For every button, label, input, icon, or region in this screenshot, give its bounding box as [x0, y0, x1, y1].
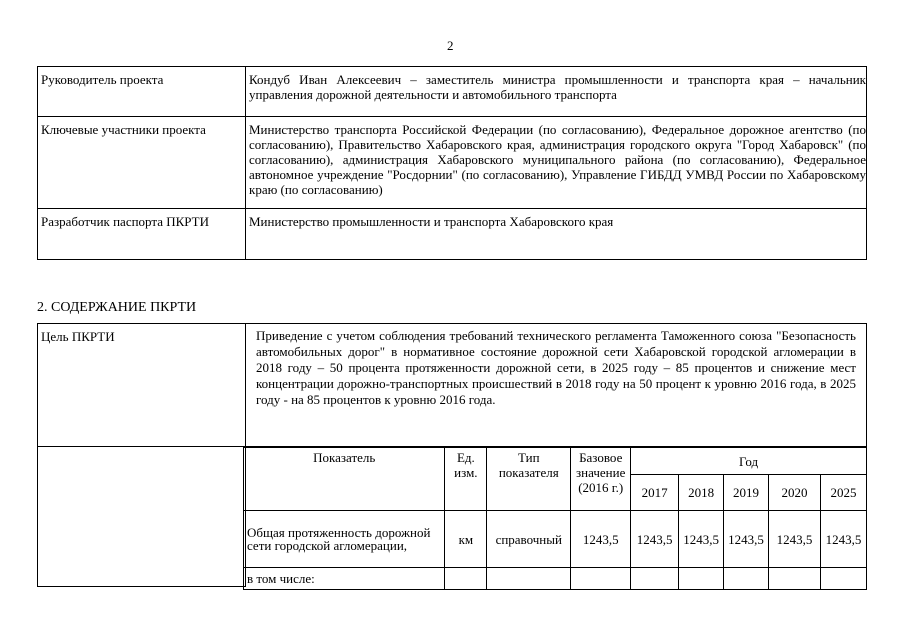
header-year: 2020: [769, 475, 821, 511]
passport-value: Кондуб Иван Алексеевич – заместитель министра промышленности и транспорта края – начальник управления дорожной деятельности и автомобильного транспорта: [246, 67, 867, 117]
indicator-value: 1243,5: [769, 511, 821, 568]
passport-row-developer: [38, 209, 867, 260]
indicator-value: [631, 568, 679, 590]
indicator-unit: км: [445, 511, 487, 568]
goal-row: [38, 324, 867, 447]
header-year: 2025: [820, 475, 866, 511]
indicator-value: [679, 568, 724, 590]
project-passport-table: [37, 66, 867, 260]
header-unit: Ед. изм.: [445, 448, 487, 511]
goal-text: Приведение с учетом соблюдения требований технического регламента Таможенного союза "Безопасность автомобильных дорог" в нормативное состояние дорожной сети Хабаровской городской агломерации в 2018 году – 50 процента протяженности дорожной сети, в 2025 году – 85 процентов и снижение мест концентрации дорожно-транспортных происшествий в 2018 году на 50 процент к уровню 2016 года, в 2025 году - на 85 процентов к уровню 2016 года.: [246, 324, 867, 447]
passport-label: Ключевые участники проекта: [38, 117, 246, 209]
header-year: 2017: [631, 475, 679, 511]
passport-value: Министерство транспорта Российской Федерации (по согласованию), Федеральное дорожное агентство (по согласованию), Правительство Хабаровского края, администрация городского округа "Город Хабаровск" (по согласованию), администрация Хабаровского муниципального района (по согласованию), Федеральное автономное учреждение "Росдорнии" (по согласованию), Управление ГИБДД УМВД России по Хабаровскому краю (по согласованию): [246, 117, 867, 209]
header-year-group: Год: [631, 448, 867, 475]
indicator-value: 1243,5: [820, 511, 866, 568]
header-base: Базовое значение (2016 г.): [571, 448, 631, 511]
table-row: [244, 568, 867, 590]
header-year: 2019: [724, 475, 769, 511]
indicators-header-row-1: [244, 448, 867, 475]
indicator-value: 1243,5: [631, 511, 679, 568]
passport-row-participants: [38, 117, 867, 209]
passport-value: Министерство промышленности и транспорта Хабаровского края: [246, 209, 867, 260]
header-year: 2018: [679, 475, 724, 511]
passport-label: Руководитель проекта: [38, 67, 246, 117]
goal-label: Цель ПКРТИ: [38, 324, 246, 447]
table-row: [244, 511, 867, 568]
indicator-value: [820, 568, 866, 590]
section-title: 2. СОДЕРЖАНИЕ ПКРТИ: [37, 300, 197, 315]
indicator-value: 1243,5: [724, 511, 769, 568]
indicator-name: в том числе:: [244, 568, 445, 590]
indicator-base: [571, 568, 631, 590]
indicator-name: Общая протяженность дорожной сети городской агломерации,: [244, 511, 445, 568]
indicators-table: [243, 447, 867, 590]
indicator-value: [769, 568, 821, 590]
indicator-base: 1243,5: [571, 511, 631, 568]
indicator-value: 1243,5: [679, 511, 724, 568]
indicators-label-cell: [38, 447, 246, 587]
indicator-type: [487, 568, 571, 590]
indicator-value: [724, 568, 769, 590]
header-type: Тип показателя: [487, 448, 571, 511]
indicator-type: справочный: [487, 511, 571, 568]
passport-label: Разработчик паспорта ПКРТИ: [38, 209, 246, 260]
header-indicator: Показатель: [244, 448, 445, 511]
page-number: 2: [447, 38, 454, 53]
indicator-unit: [445, 568, 487, 590]
passport-row-head: [38, 67, 867, 117]
